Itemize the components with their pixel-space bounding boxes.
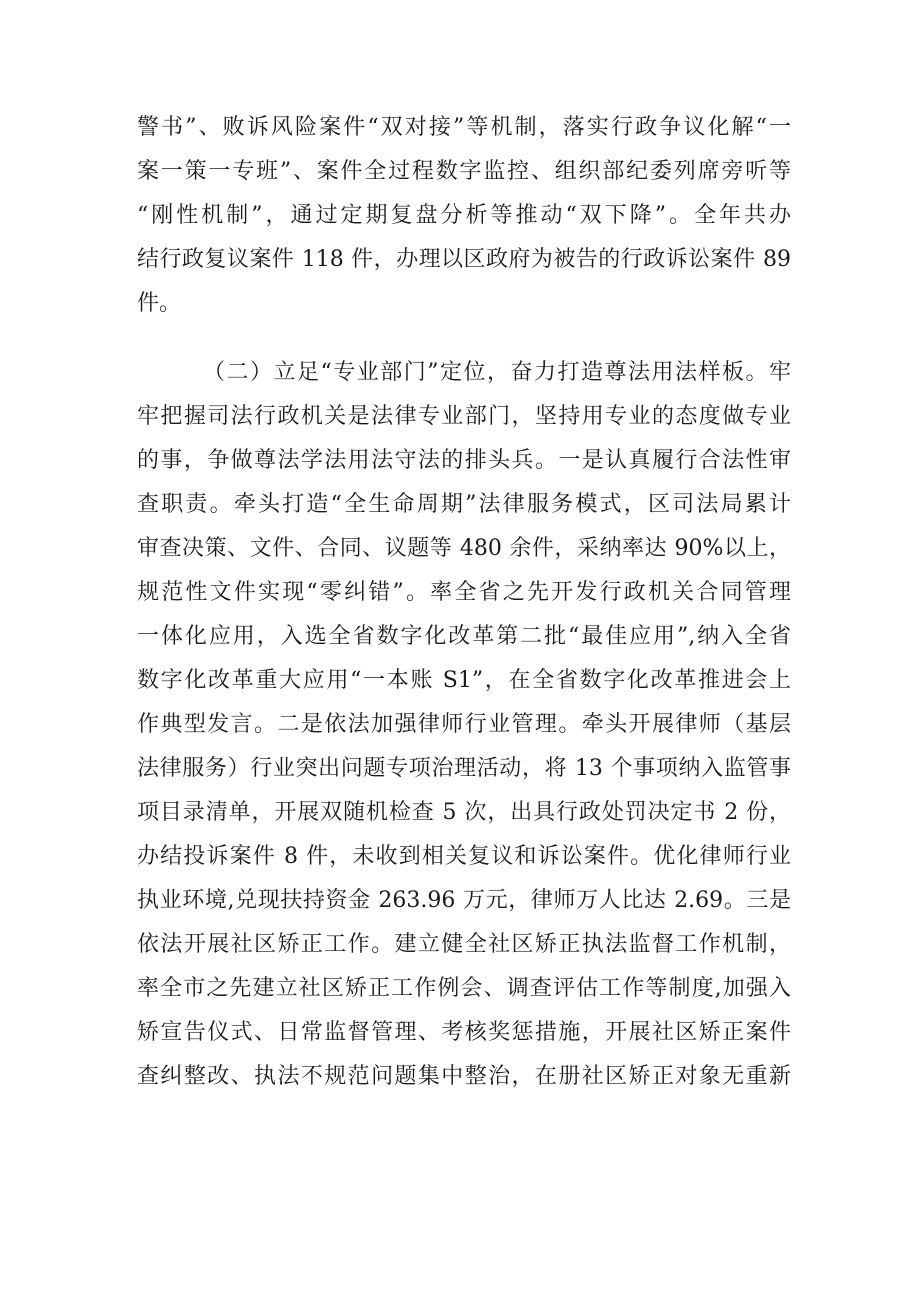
text-line: 矫宣告仪式、日常监督管理、考核奖惩措施，开展社区矫正案件 — [137, 1020, 791, 1045]
text-line: 牢把握司法行政机关是法律专业部门，坚持用专业的态度做专业 — [137, 404, 791, 429]
text-line: 数字化改革重大应用“一本账 S1”，在全省数字化改革推进会上 — [137, 668, 791, 693]
text-line: 查纠整改、执法不规范问题集中整治，在册社区矫正对象无重新 — [137, 1064, 791, 1089]
text-line: 法律服务）行业突出问题专项治理活动，将 13 个事项纳入监管事 — [137, 756, 791, 781]
text-line: “刚性机制”，通过定期复盘分析等推动“双下降”。全年共办 — [137, 203, 791, 228]
text-line: 一体化应用，入选全省数字化改革第二批“最佳应用”,纳入全省 — [137, 624, 791, 649]
text-line: 依法开展社区矫正工作。建立健全社区矫正执法监督工作机制， — [137, 932, 791, 957]
text-line: 审查决策、文件、合同、议题等 480 余件，采纳率达 90%以上， — [137, 536, 791, 561]
paragraph-professional-department — [137, 351, 791, 1099]
text-line: 查职责。牵头打造“全生命周期”法律服务模式，区司法局累计 — [137, 492, 791, 517]
text-line: 项目录清单，开展双随机检查 5 次，出具行政处罚决定书 2 份， — [137, 800, 791, 825]
paragraph-administrative-review — [137, 106, 791, 326]
text-line: 率全市之先建立社区矫正工作例会、调查评估工作等制度,加强入 — [137, 976, 791, 1001]
text-line: 警书”、败诉风险案件“双对接”等机制，落实行政争议化解“一 — [137, 115, 791, 140]
text-line: 规范性文件实现“零纠错”。率全省之先开发行政机关合同管理 — [137, 580, 791, 605]
text-line: 件。 — [137, 291, 182, 316]
text-line: 案一策一专班”、案件全过程数字监控、组织部纪委列席旁听等 — [137, 159, 791, 184]
text-line: 作典型发言。二是依法加强律师行业管理。牵头开展律师（基层 — [137, 712, 791, 737]
text-line: 办结投诉案件 8 件，未收到相关复议和诉讼案件。优化律师行业 — [137, 844, 791, 869]
text-line: 结行政复议案件 118 件，办理以区政府为被告的行政诉讼案件 89 — [137, 247, 791, 272]
text-line: 的事，争做尊法学法用法守法的排头兵。一是认真履行合法性审 — [137, 448, 791, 473]
text-line: 执业环境,兑现扶持资金 263.96 万元，律师万人比达 2.69。三是 — [137, 888, 791, 913]
text-line-indented: （二）立足“专业部门”定位，奋力打造尊法用法样板。牢 — [203, 360, 791, 385]
